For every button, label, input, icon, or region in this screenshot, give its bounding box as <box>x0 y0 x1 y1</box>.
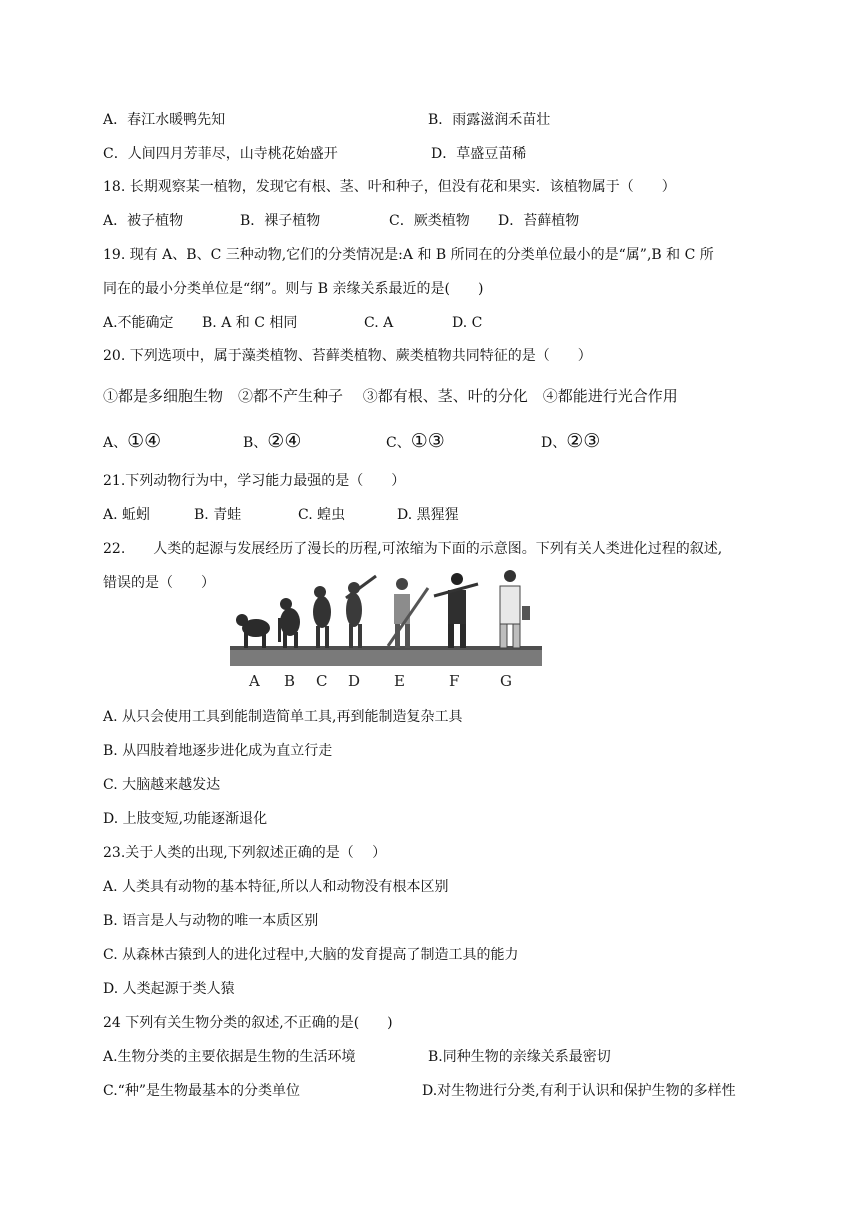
q19-stem-line1: 19. 现有 A、B、C 三种动物,它们的分类情况是:A 和 B 所同在的分类单位最小的是“属”,B 和 C 所 <box>103 247 714 263</box>
q24-option-d: D.对生物进行分类,有利于认识和保护生物的多样性 <box>422 1083 736 1099</box>
q20-option-c-value: ①③ <box>410 430 445 452</box>
q20-option-c-prefix: C、 <box>386 435 411 451</box>
q23-option-d: D. 人类起源于类人猿 <box>103 981 235 997</box>
figure-label-d: D <box>348 672 361 690</box>
figure-e-early-human <box>388 578 428 648</box>
q18-option-b: B．裸子植物 <box>240 213 321 229</box>
figure-label-f: F <box>449 672 460 690</box>
q23-option-a: A. 人类具有动物的基本特征,所以人和动物没有根本区别 <box>103 879 449 895</box>
q18-option-a: A．被子植物 <box>103 213 184 229</box>
q18-stem: 18. 长期观察某一植物，发现它有根、茎、叶和种子，但没有花和果实．该植物属于（ ） <box>103 179 676 195</box>
q22-option-c: C. 大脑越来越发达 <box>103 777 221 793</box>
q24-option-b: B.同种生物的亲缘关系最密切 <box>428 1049 611 1065</box>
q19-option-a: A.不能确定 <box>103 315 174 331</box>
q17-option-c: C．人间四月芳菲尽，山寺桃花始盛开 <box>103 146 338 162</box>
figure-label-c: C <box>316 672 328 690</box>
q18-option-c: C．厥类植物 <box>389 213 470 229</box>
q21-option-c: C. 蝗虫 <box>298 507 346 523</box>
figure-label-a: A <box>249 672 260 690</box>
figure-label-g: G <box>500 672 512 690</box>
figure-c-hominid <box>313 586 331 648</box>
q22-stem-line1: 22. 人类的起源与发展经历了漫长的历程,可浓缩为下面的示意图。下列有关人类进化过程的叙述, <box>103 541 723 557</box>
q22-option-d: D. 上肢变短,功能逐渐退化 <box>103 811 268 827</box>
q20-stem: 20. 下列选项中，属于藻类植物、苔藓类植物、蕨类植物共同特征的是（ ） <box>103 348 592 364</box>
q20-option-b-value: ②④ <box>267 430 302 452</box>
q22-stem-line2: 错误的是（ ） <box>103 575 215 591</box>
q17-option-d: D．草盛豆苗稀 <box>431 146 527 162</box>
q19-option-d: D. C <box>452 315 483 331</box>
q21-option-b: B. 青蛙 <box>194 507 242 523</box>
q17-option-a: A．春江水暖鸭先知 <box>103 112 226 128</box>
q20-option-a-prefix: A、 <box>103 435 128 451</box>
human-evolution-figure <box>228 568 544 690</box>
q23-option-b: B. 语言是人与动物的唯一本质区别 <box>103 913 319 929</box>
q21-option-a: A. 蚯蚓 <box>103 507 151 523</box>
q22-option-a: A. 从只会使用工具到能制造简单工具,再到能制造复杂工具 <box>103 709 463 725</box>
q23-stem: 23.关于人类的出现,下列叙述正确的是（ ） <box>103 845 387 861</box>
figure-label-e: E <box>394 672 405 690</box>
q20-option-b <box>243 431 301 453</box>
q19-option-b: B. A 和 C 相同 <box>202 315 298 331</box>
q22-option-b: B. 从四肢着地逐步进化成为直立行走 <box>103 743 333 759</box>
q24-option-c: C.“种”是生物最基本的分类单位 <box>103 1083 300 1099</box>
q18-option-d: D．苔藓植物 <box>498 213 580 229</box>
q20-option-a <box>103 431 161 453</box>
human-evolution-illustration <box>228 568 544 690</box>
q21-option-d: D. 黑猩猩 <box>397 507 459 523</box>
q20-option-d-prefix: D、 <box>541 435 567 451</box>
figure-f-human <box>434 573 478 648</box>
q24-option-a: A.生物分类的主要依据是生物的生活环境 <box>103 1049 356 1065</box>
ground-edge <box>230 646 542 650</box>
q20-option-d <box>541 431 600 453</box>
figure-b-ape <box>278 598 300 648</box>
q20-statements: ①都是多细胞生物 ②都不产生种子 ③都有根、茎、叶的分化 ④都能进行光合作用 <box>103 387 678 405</box>
q19-stem-line2: 同在的最小分类单位是“纲”。则与 B 亲缘关系最近的是( ) <box>103 281 484 297</box>
figure-g-modern-human <box>500 570 530 648</box>
q21-stem: 21.下列动物行为中，学习能力最强的是（ ） <box>103 473 406 489</box>
q20-option-a-value: ①④ <box>127 430 162 452</box>
q23-option-c: C. 从森林古猿到人的进化过程中,大脑的发育提高了制造工具的能力 <box>103 947 519 963</box>
q24-stem: 24 下列有关生物分类的叙述,不正确的是( ) <box>103 1015 393 1031</box>
figure-a-ape <box>236 614 270 648</box>
figure-label-b: B <box>284 672 296 690</box>
figure-d-hominid <box>346 576 376 648</box>
q17-option-b: B．雨露滋润禾苗壮 <box>428 112 551 128</box>
q20-option-b-prefix: B、 <box>243 435 268 451</box>
q19-option-c: C. A <box>364 315 394 331</box>
q20-option-c <box>386 431 445 453</box>
q20-option-d-value: ②③ <box>566 430 601 452</box>
